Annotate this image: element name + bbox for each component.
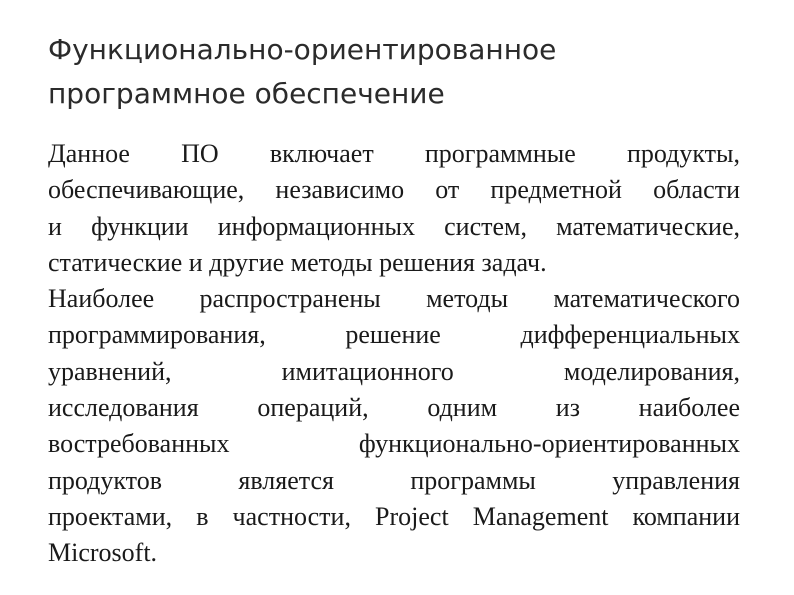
paragraph-1-line-3: и функции информационных систем, математические, (48, 211, 740, 241)
paragraph-2-line-7: проектами, в частности, Project Management компании (48, 501, 740, 531)
paragraph-2-line-1: Наиболее распространены методы математического (48, 284, 740, 314)
paragraph-2-line-3: уравнений, имитационного моделирования, (48, 356, 740, 386)
paragraph-1-line-1: Данное ПО включает программные продукты, (48, 139, 740, 168)
paragraph-2 (48, 281, 740, 571)
paragraph-2-line-6: продуктов является программы управления (48, 465, 740, 495)
paragraph-2-line-8: Microsoft. (48, 538, 158, 568)
paragraph-2-line-2: программирования, решение дифференциальных (48, 320, 740, 350)
slide-body (48, 136, 740, 572)
paragraph-1-line-2: обеспечивающие, независимо от предметной области (48, 175, 740, 205)
slide-title (48, 28, 748, 116)
paragraph-2-line-5: востребованных функционально-ориентированных (48, 429, 740, 459)
slide-title-line-1: Функционально-ориентированное (48, 33, 557, 66)
paragraph-1 (48, 136, 740, 281)
slide-title-line-2: программное обеспечение (48, 77, 445, 110)
paragraph-1-line-4: статические и другие методы решения задач. (48, 247, 547, 277)
paragraph-2-line-4: исследования операций, одним из наиболее (48, 393, 740, 423)
